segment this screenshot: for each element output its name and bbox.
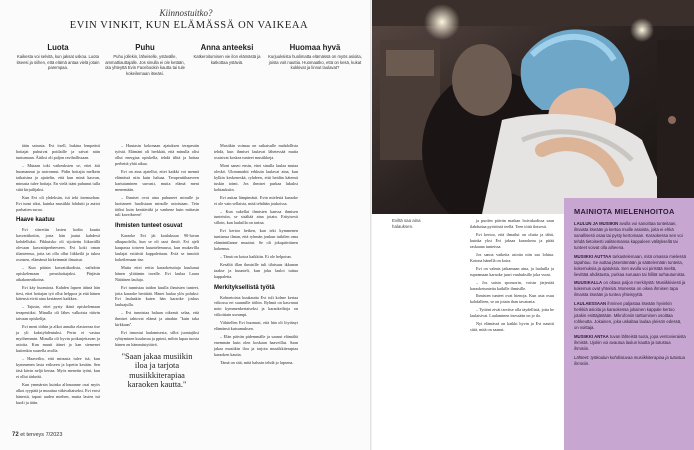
body-paragraph: – Mutaan toki vaikeuksien se, ettei äiti huomannut ja naivonnut. Pidin hoitajia melkein taikaisina ja ajattelin, että kun minä kasvan, minusta tulee hoitaja. En vielä isäni puhunut tulla siitä kirjailijaksi. <box>16 162 100 192</box>
body-paragraph: – Hautasin kokonaan ajatuksen terapeutin työstä. Elämäni oli herkkää, että minulla olisi ollut energiaa opiskella, tehdä tilitä ja hoitaa perhettä yhtä aikaa. <box>115 143 199 166</box>
tip-text: Katkeroituminen vie ilon elämästä ja katkottaa ystäviä. <box>193 54 261 65</box>
body-paragraph: – Elän päivän pidemmälle ja saanut elämältä enemmän kuin olen koskaan haaveillut. Saan jakaa musiikin iloa ja tarjota musiikkiterapiaa karaoken kautta. <box>214 334 298 358</box>
body-paragraph: – Haaveilin, että minusta tulee isä, kun kymmenen lasta erikseen ja lopetin kesään. Sen iäsä kävin neljä kertaa. Myös menetin työni, kun ei ollut tärkeää. <box>16 356 100 379</box>
body-paragraph: Kun ymmärsin kuinka alfonaanne osai myös alkoi ryypätä ja muuttua väkivaltaiseksi. Evi erosi hänestä, tapasi uuden miehen, mutta lasten isä kuoli ja tätin. <box>16 381 100 405</box>
body-paragraph: Evi auttaa lämpimästi. Evin mielestä karaoke ei ole vain sellaista, mitä tehdään joukoissa. <box>214 194 298 206</box>
body-paragraph: Kun Evi oli yhdeksän, isä teki itsemurhan. Evi tunsi siksi, kuinka musiikki lohdutti ja auttoi parhaiten surua. <box>16 194 100 212</box>
section-heading: Ihmisten tunteet osuvat <box>115 223 183 230</box>
tip-anna-anteeksi <box>190 44 264 65</box>
body-paragraph: Evi siirretiin lasten kodin kautta kasvattikotiin, josta hän joutui kahdesti kohdelluksi. Pikkuisko oli sijoitettu liikuvällä olevaan kasvattiperheeseen. Evi koki oman tilanteensa, jotta tai olla ollut liikkeilä ja tukea osoasen, elämänsä kirkeimmät ilmaisut. <box>16 227 100 262</box>
tip-text: Puhu jollekin, läheiselle, ystävälle, ammattiauttajalle. Jos sinulla ei ole ketään, ota yhteyttä Evin Facebookin kautta tai tule kokeilemaan itseäsi. <box>105 54 185 76</box>
body-paragraph: Tämä on sitä, mitä halusin tehdä jo lapsena. <box>220 360 294 366</box>
sidebar-paragraph: MUSIIKKI AUTTAA tarkastelemaan, mitä omassa mielessä tapahtuu. Se auttaa jäsentämään ja säätelemään tunteita, kokemuksia ja ajatuksia. Sen avulla voi piristää mieltä, lievittää ahdistusta, purkaa suruaan tai hillitä turhautumista. <box>574 253 686 277</box>
tip-huomaa-hyva <box>268 44 362 71</box>
tip-luota <box>16 44 100 71</box>
hug-photo <box>372 0 694 214</box>
body-column-2 <box>115 143 199 348</box>
body-paragraph: Nyt elämässä on kaikki hyvin ja Evi nauttii siitä, mitä on saanut. <box>470 321 554 333</box>
sidebar-source: Lähteet: työkoulun kohdistuvaa musiikkiterapiaa ja tutustua ihmisiin. <box>574 354 686 366</box>
body-column-3 <box>214 143 298 433</box>
body-paragraph: – Tyttöni eivät tarvitse olla täydellisiä, jotta he laulaisivat. Laulaminen itsessään on jo ilo. <box>470 307 554 319</box>
body-column-4 <box>470 218 554 335</box>
tip-puhu <box>103 44 187 76</box>
body-paragraph: Kolmetoista kuukautta Evi tuli kolme kertaa viikossa eri suunnille töihin. Ryhmä on kasvanut noin kymmenkertaiseksi ja karaokeiltoja on viikoittain useampi. <box>214 294 298 318</box>
body-paragraph: – Tajusin, ettei pysty ikinä opiskelemaan terapeutiksi. Minulla oli lähes valkoista räävin taivaan opiskelija. <box>16 304 100 322</box>
magazine-name: et terveys <box>20 432 45 438</box>
right-page <box>372 0 694 450</box>
body-paragraph: Evi kertoo, että ilmailut on olutta ja tähti, kuinka yksi Evi jaksaa karaokeaa ja pitää raskaana tunteissa. <box>470 231 554 249</box>
body-paragraph: Evi meni töihin ja alkoi annalta elastoreaa itse ja yli kaksiyhdentuksi. Perin ei vastua myöhemmin. Minulla oli hyvin poikasjettavan ja asioita. Kun muuti äänet ja kan siemenet kuitenkin suurella avolla. <box>16 324 100 354</box>
tip-text: Kaikesta voi selvitä, kun jaksat uskoa. Luota itseesi ja siihen, että elämä antaa vielä jotain parempaa. <box>16 54 100 71</box>
tip-title: Anna anteeksi <box>200 43 254 52</box>
body-paragraph: – Kun sukellat ihmisten kanssa ihmisen tunteisiin, se sisältää aina jotain. Erityisesti silloin, kun lauluilla on tarina. <box>214 208 298 226</box>
tip-title: Puhu <box>135 43 155 52</box>
body-column-1 <box>16 143 100 408</box>
body-paragraph: – Evi tunnistaa haluan oikeasti selaa, että ihmiset tahtovat elämä ja ainakin "kuin taka kirkkaan". <box>115 310 199 328</box>
body-paragraph: Evi on aina ajatellut, ettei kaikki voi mennä elämässä niin kuin haluaa. Terapeuttihaaveen kariutuminen surrasti, mutta elämä meni menemään. <box>115 168 199 192</box>
body-paragraph: – Tämä on kotoa kaikkiin. Ei ole helpotun. <box>220 254 292 260</box>
body-paragraph: Evi innostui laulamisesta, silloi juontajiksi ryhtyminen kuuluvaa ja ppinti, mihin lupaa tuosta hänen on hämmästyttävä. <box>115 330 199 348</box>
article-title: EVIN VINKIT, KUN ELÄMÄSSÄ ON VAIKEAA <box>69 20 309 31</box>
folio <box>12 432 62 438</box>
body-paragraph: Moni saneo ensin, ettei sinulla laulaa mutaa oleskö. Ulommarkit erhkuin laulavat aina, kun kylkin keskeneskä, ryhdeen, että heidän kätensä tuskin toimi. Jos ihmiset purkaa lukuksi kohtauksiin. <box>214 162 298 192</box>
body-paragraph: Evi tunnistaa taidon kuulla ihmisten tunteet, joita karaoke herättää. Hänet laulaa ylös poluksi: Evi laulaakin kuten hän karaoke joskus lauluajulla. <box>115 284 199 308</box>
section-heading: Haave kaatuu <box>16 217 55 224</box>
sidebar-text <box>574 221 686 370</box>
body-paragraph: – Kun pääsin kasvattikodista, vaihdoin opiskelemaan perushoitajaksi. Pärjäsin aikakoneaikoina. <box>16 264 100 282</box>
tip-title: Huomaa hyvä <box>289 43 341 52</box>
sidebar-paragraph: MUSIIKKI ANTAA tuvan lähteistä tuota, jopa ventovieraista ihmistä. Ujokin voi avautua laulun kautta ja tutustua ihmisiin. <box>574 333 686 351</box>
body-paragraph: – Ihmiset ovat aina puhuneet minulle ja luottaneet huolistaan minulle asioistaan. Tein töiksi kuin kenttäväki ja vanhene kuin mittasin tuli kaveikseen! <box>115 194 199 218</box>
sidebar-paragraph: MUUSIKALLA on oltava paljon merkitystä: Musiikkiviesti ja kokemus ovat yhteisiä. Monessa on oikea ihmisen tapa ilmaista itseään ja tuntea yhteisyyttä. <box>574 280 686 298</box>
body-paragraph: Karaoke Evi jäi koulukuun 90-luvun alkupuolella, kun se oli uusi ilmiö. Evi ajeli kaupassa toiseen kuuntelemassa, kun mukavilla laulajat esittivät kappaleitaan. Eviä se innoitti kokeilemaan itse. <box>115 232 199 262</box>
body-paragraph: Jos sanoa vaikeita asioita niin saa lohtua. Kotona hänellä on koira. <box>470 251 554 263</box>
body-paragraph: – Jos saisin sponsorin, voisin järjestää karaoketunteita kaikille ihmisille. <box>470 279 554 291</box>
body-paragraph: Evi on valmis jatkamaan aina, ja lauluilla ja rupeamaan karaoke juuri vanhuksille joka vuosi. <box>470 265 554 277</box>
sidebar-paragraph: LAULUN JA MUSIIKIN avulla voi sanoittaa tunteitaan, ilmaista itseään ja kertoa muille asioista, joita ei ehkä sanallisesti osaa tai pysty kertomaan. Karaokessa sen voi tehdä tietoisesti valitsemansa kappaleen välityksellä tai tunteet voivat olla aiheena. <box>574 221 683 250</box>
section-heading: Merkityksellistä työtä <box>214 285 275 292</box>
sidebar-box <box>564 198 694 450</box>
body-paragraph: ja puolen päivän matkan hoivakodissa saan ilahduttaa pyöröistä teellä. Teen töitä iloisesti. <box>470 218 554 229</box>
issue-number: 7/2023 <box>45 432 63 438</box>
body-paragraph: Kesältä illan ihmisille tuli tilaisuus ikkunan taakse ja kuunteli, kun joku lauloi tuttua kappaletta. <box>214 262 298 280</box>
sidebar-paragraph: LAULAESSAAN ihminen paljastaa itseään hyvinkin herkkiä asioita ja karaokessa jokainen kappale kertoo jotakin esittäjästään. Mikrofoniin tarttuminen osoittaa rohkeutta. Jokainen, joka uskaltaa laulaa yleisön edessä, on voittaja. <box>574 301 682 330</box>
pull-quote: "Saan jakaa musiikin iloa ja tarjota musiikkiterapiaa karaoken kautta." <box>121 352 193 390</box>
body-paragraph: Evi kertoo hetken, kun teki kymmenen tuntiansa ilman, että ryhmän jonkun tutkilen oma elämäntilanne muuttui. Se oli jokapäiväinen kokemus. <box>214 228 298 252</box>
tip-text: Kurjuuksista huolimatta elämässä on myös asioita, joista voit nauttia. Huomaatko, että on kesä, kukat kukkivat ja linnut laulavat? <box>268 54 362 71</box>
body-paragraph: tään sairasta. Evi itsell, hukina lempeästi hoitajat puhuivat potilaille ja saivat näin tuntumaan. Äitiksi oli paljon ravihallissaan. <box>16 143 100 160</box>
photo-caption: Eviltä saa aina halauksen. <box>392 218 421 229</box>
tip-title: Luota <box>47 43 69 52</box>
page-number: 72 <box>12 432 19 438</box>
body-paragraph: Musiikin voimaa on ratkaisulle mahdollista tehdä, kun ihmiset laulavat lähetessää mutta osaisivat koskea tunteet musiikkeja. <box>214 143 298 160</box>
body-paragraph: Mutta ettei reitta karaoketuttaja kuulunut hänen ylittämin tavalle. Evi laulaa Laura Näätäsen lauluja. <box>115 264 199 282</box>
body-paragraph: Evi käy huomiota. Kahden lapsen äitinä hän tiesi, ettei hoitajan työ ollut helppoa ja että hänen kätensä eivät aina kestäneet kaikkea. <box>16 284 100 302</box>
article-kicker: Kiinnostuitko? <box>159 8 213 18</box>
body-paragraph: Ihmisten tunteet ovat hienoja. Kun asia osuu kohdalleen, se on jotain ihan tavatonta. <box>470 293 554 305</box>
sidebar-title: MAINIOTA MIELENHOITOA <box>574 207 675 216</box>
body-paragraph: Vähitellen Evi huomasi, että hän oli löytänyt elämänsä kutsumuksen. <box>214 320 298 332</box>
hug-photo-illustration <box>372 0 694 214</box>
